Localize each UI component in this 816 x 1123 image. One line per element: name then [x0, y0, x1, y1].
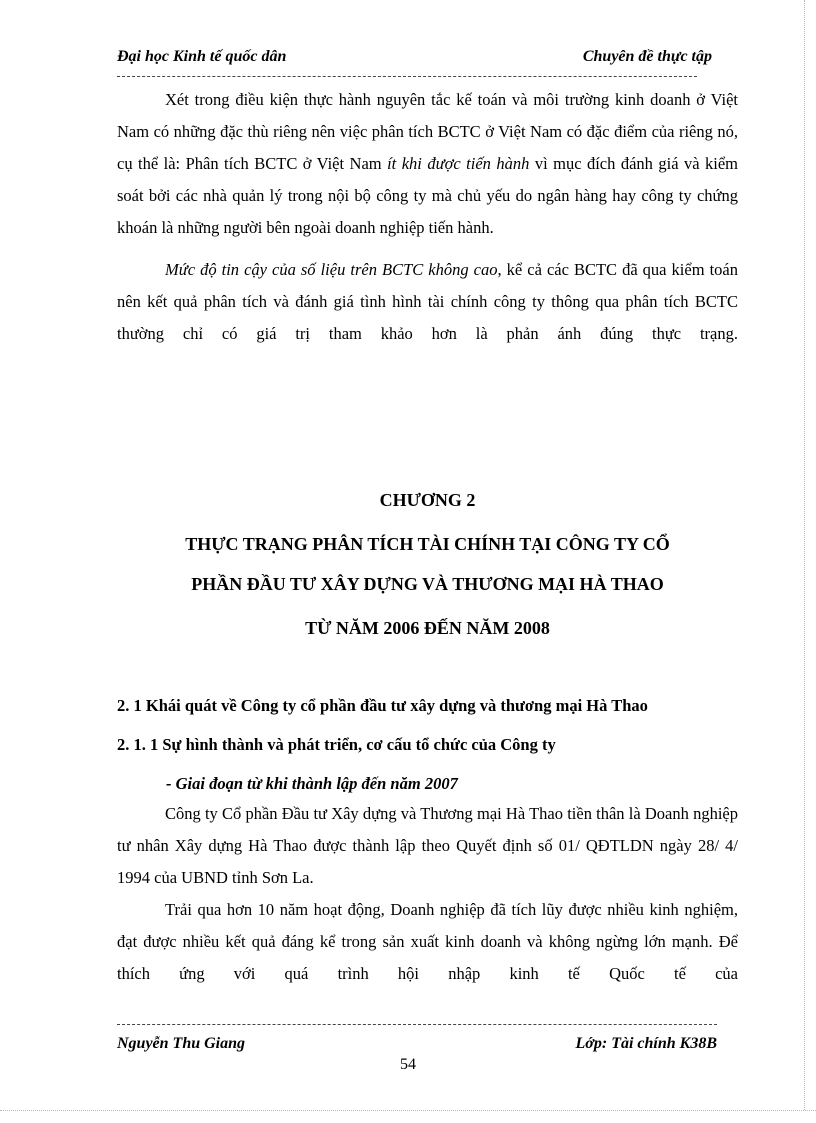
- italic-phrase: ít khi được tiến hành: [387, 154, 530, 173]
- paragraph-company-growth: Trải qua hơn 10 năm hoạt động, Doanh nghiệp đã tích lũy được nhiều kinh nghiệm, đạt được nhiều kết quả đáng kể trong sản xuất kinh doanh và không ngừng lớn mạnh. Để thích ứng với quá trình hội nhập kinh tế Quốc tế của: [117, 900, 738, 983]
- chapter-title-line: TỪ NĂM 2006 ĐẾN NĂM 2008: [305, 618, 550, 638]
- header-divider: [117, 76, 697, 77]
- page-footer: [117, 1035, 717, 1057]
- text-run: , kể cả các BCTC đã qua kiểm toán nên kết quả phân tích và đánh giá tình hình tài chính công ty thông qua phân tích BCTC thường chỉ có giá trị tham khảo hơn là phản ánh đúng thực trạng.: [117, 260, 738, 343]
- intro-section: [117, 84, 738, 350]
- section-heading: 2. 1 Khái quát về Công ty cổ phần đầu tư xây dựng và thương mại Hà Thao: [117, 696, 648, 715]
- header-doc-type: Chuyên đề thực tập: [582, 48, 712, 65]
- text-run: vì mục đích đánh giá và kiểm soát bởi các nhà quản lý trong nội bộ công ty mà chủ yếu do ngân hàng hay công ty chứng khoán là những người bên ngoài doanh nghiệp tiến hành.: [117, 154, 738, 237]
- subsection-heading: 2. 1. 1 Sự hình thành và phát triển, cơ cấu tổ chức của Công ty: [117, 735, 556, 754]
- chapter-title-line: THỰC TRẠNG PHÂN TÍCH TÀI CHÍNH TẠI CÔNG TY CỔ: [185, 534, 670, 554]
- footer-divider: [117, 1024, 717, 1025]
- paragraph-company-origin: Công ty Cổ phần Đầu tư Xây dựng và Thương mại Hà Thao tiền thân là Doanh nghiệp tư nhân Xây dựng Hà Thao được thành lập theo Quyết định số 01/ QĐTLDN ngày 28/ 4/ 1994 của UBND tỉnh Sơn La.: [117, 804, 738, 887]
- chapter-title-line: PHẦN ĐẦU TƯ XÂY DỰNG VÀ THƯƠNG MẠI HÀ THAO: [191, 574, 664, 594]
- company-history-section: [117, 798, 738, 990]
- period-heading: - Giai đoạn từ khi thành lập đến năm 2007: [166, 774, 458, 793]
- footer-author: Nguyễn Thu Giang: [117, 1035, 246, 1052]
- page-edge-horizontal: [0, 1110, 816, 1111]
- chapter-title-block: [117, 480, 738, 648]
- paragraph-reliability: [117, 254, 738, 350]
- chapter-number: CHƯƠNG 2: [379, 490, 476, 510]
- page-edge-vertical: [804, 0, 805, 1110]
- page-number: 54: [400, 1056, 416, 1073]
- paragraph-vietnam-bctc: [117, 84, 738, 244]
- page-header: [117, 48, 712, 70]
- header-university: Đại học Kinh tế quốc dân: [117, 48, 287, 65]
- footer-class: Lớp: Tài chính K38B: [575, 1035, 717, 1052]
- text-run: Xét trong điều kiện thực hành nguyên tắc kế toán và môi trường kinh doanh ở Việt Nam có những đặc thù riêng nên việc phân tích BCTC ở Việt Nam có đặc điểm của riêng nó, cụ thể là: Phân tích BCTC ở Việt Nam: [117, 90, 738, 173]
- italic-phrase: Mức độ tin cậy của số liệu trên BCTC không cao: [165, 260, 498, 279]
